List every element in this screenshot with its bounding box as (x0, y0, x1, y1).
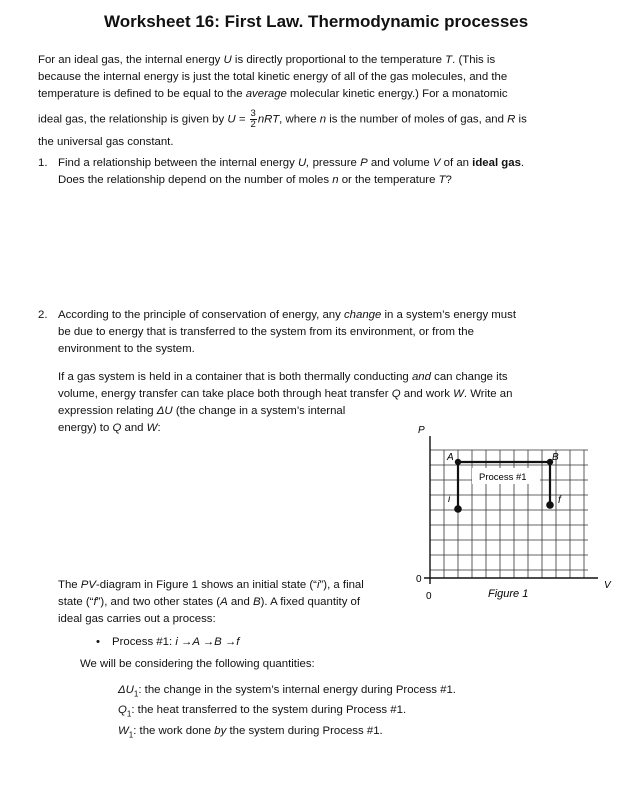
intro-text: , where (279, 113, 320, 126)
q2-text: . Write an (463, 388, 513, 400)
intro-text: For an ideal gas, the internal energy (38, 54, 224, 66)
q2-text: and (227, 596, 254, 608)
page-title: Worksheet 16: First Law. Thermodynamic processes (104, 12, 529, 31)
q2-text: be due to energy that is transferred to the system from its environment, or from the (58, 326, 474, 338)
subscript: 1 (128, 729, 134, 739)
intro-text: is the number of moles of gas, and (326, 113, 508, 126)
var-W: W (146, 422, 158, 434)
intro-text: is directly proportional to the temperature (231, 54, 446, 66)
axis-label-v: V (604, 580, 611, 591)
q2-text: state (“ (58, 596, 94, 608)
frac-numerator: 3 (250, 108, 256, 119)
considering-text: We will be considering the following quantities: (80, 658, 315, 670)
q1-text: of an (440, 157, 473, 169)
process-label: Process #1: (112, 636, 176, 648)
q2-text: According to the principle of conservation of energy, any (58, 309, 344, 321)
q1-text: or the temperature (338, 174, 439, 186)
quantity-text: : the change in the system’s internal energy during Process #1. (138, 684, 456, 696)
q1-text: . (520, 157, 525, 169)
quantities-list (118, 682, 456, 743)
var-W: W (118, 724, 129, 737)
var-V: V (432, 157, 441, 169)
question-number: 2. (38, 309, 48, 321)
q2-text: in a system’s energy must (381, 309, 516, 321)
pv-diagram (400, 418, 615, 608)
state-i-label: i (448, 494, 451, 505)
quantity-delta-u (118, 682, 456, 702)
q2-text: ”), a final (319, 579, 364, 591)
var-R: R (507, 113, 516, 126)
var-W: W (453, 388, 464, 400)
var-n: n (332, 174, 339, 186)
question-2 (38, 307, 578, 367)
origin-label-y: 0 (416, 574, 422, 585)
quantity-text: : the heat transferred to the system during Process #1. (131, 704, 407, 717)
var-n: n (319, 113, 327, 126)
q2-text: environment to the system. (58, 343, 195, 355)
intro-paragraph (38, 52, 568, 151)
q2-text: ”), and two other states ( (96, 596, 221, 608)
quantity-q (118, 702, 456, 722)
quantity-text: the system during Process #1. (226, 724, 383, 737)
q1-text: pressure (309, 157, 361, 169)
emph-change: change (343, 309, 382, 321)
process-label: Process #1 (479, 472, 527, 483)
var-T: T (445, 54, 453, 66)
var-PV: PV (80, 579, 96, 591)
var-B: B (253, 596, 261, 608)
q2-text: The (58, 579, 81, 591)
process-bullet (96, 634, 239, 651)
intro-text: . (This is (452, 54, 496, 66)
var-f: f (93, 596, 97, 608)
q2-paragraph-3 (58, 577, 403, 628)
subscript: 1 (133, 689, 139, 699)
quantity-w (118, 723, 456, 743)
bullet-icon: • (96, 636, 100, 648)
var-delta-U: ΔU (118, 684, 134, 696)
intro-text: ideal gas, the relationship is given by (38, 113, 228, 126)
q2-text: If a gas system is held in a container that is both thermally conducting (58, 371, 412, 383)
state-i-point (454, 505, 462, 513)
var-P: P (360, 157, 368, 169)
question-1 (38, 155, 578, 195)
axis-label-p: P (418, 425, 425, 436)
quantity-text: : the work done (133, 724, 215, 737)
intro-text: molecular kinetic energy.) For a monatomic (286, 88, 508, 100)
emph-by: by (214, 724, 227, 737)
state-f-point (546, 501, 554, 509)
intro-text: is (515, 113, 527, 126)
figure-caption: Figure 1 (488, 588, 529, 600)
var-U: U, (298, 157, 310, 169)
bold-ideal-gas: ideal gas (472, 157, 521, 169)
q2-text: : (157, 422, 161, 434)
intro-text: the universal gas constant. (38, 136, 174, 148)
q1-text: ? (445, 174, 452, 186)
q2-text: volume, energy transfer can take place both through heat transfer (58, 388, 392, 400)
q2-text: energy) to (58, 422, 113, 434)
var-T: T (438, 174, 446, 186)
q2-text: expression relating (58, 405, 157, 417)
intro-text: because the internal energy is just the total kinetic energy of all of the gas molecules, and the (38, 71, 508, 83)
formula-rhs: nRT (257, 113, 280, 126)
q2-text: and (121, 422, 147, 434)
var-Q: Q (391, 388, 401, 400)
subscript: 1 (126, 709, 132, 719)
origin-label-x: 0 (426, 591, 432, 602)
process-path: i →A →B →f (175, 636, 240, 648)
var-Q: Q (118, 704, 127, 717)
emph-and: and (411, 371, 431, 383)
q2-text: (the change in a system’s internal (172, 405, 346, 417)
state-f-label: f (558, 495, 561, 506)
var-U: U (223, 54, 232, 66)
var-i: i (316, 579, 320, 591)
var-Q: Q (112, 422, 122, 434)
q1-text: Does the relationship depend on the number of moles (58, 174, 333, 186)
state-A-point (455, 459, 461, 465)
q2-text: ). A fixed quantity of (260, 596, 361, 608)
q1-text: and volume (367, 157, 433, 169)
state-B-label: B (552, 452, 559, 463)
q2-text: and work (400, 388, 454, 400)
var-A: A (220, 596, 228, 608)
intro-text: temperature is defined to be equal to the (38, 88, 246, 100)
q1-text: Find a relationship between the internal energy (58, 157, 298, 169)
formula-lhs: U = (227, 113, 246, 126)
var-delta-U: ΔU (156, 405, 173, 417)
q2-text: can change its (430, 371, 508, 383)
question-number: 1. (38, 157, 48, 169)
emph-average: average (245, 88, 287, 100)
frac-denominator: 2 (250, 119, 256, 130)
state-A-label: A (447, 452, 454, 463)
q2-text: ideal gas carries out a process: (58, 613, 216, 625)
fraction-three-halves (250, 109, 257, 130)
q2-text: -diagram in Figure 1 shows an initial state (“ (96, 579, 317, 591)
